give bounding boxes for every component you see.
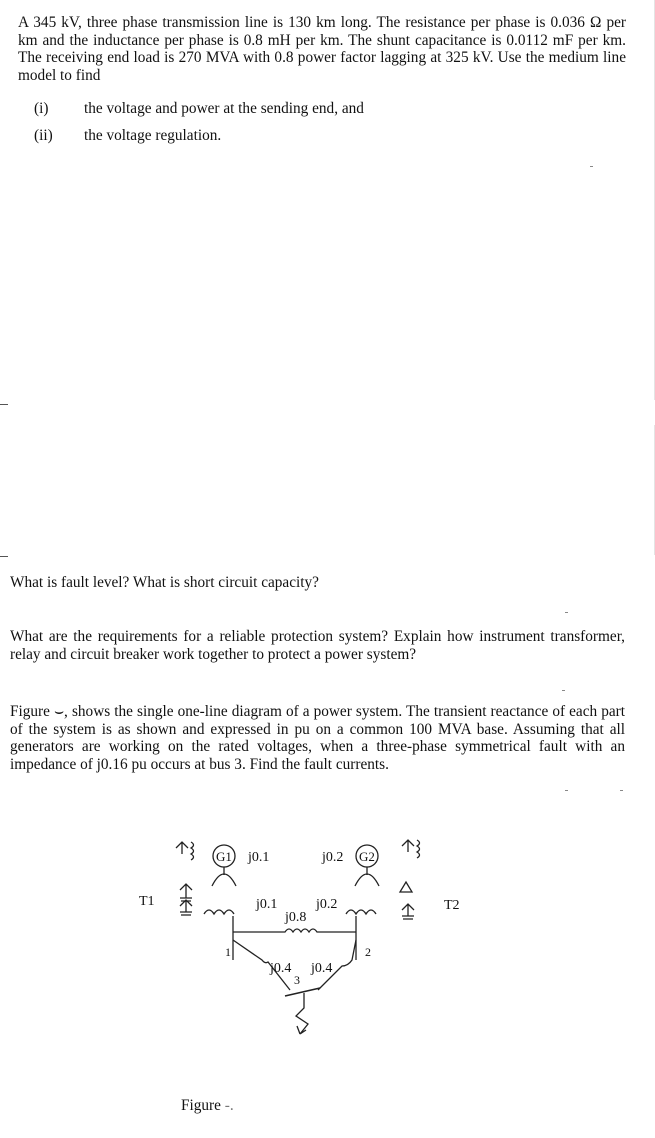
question-1-text: A 345 kV, three phase transmission line is 130 km long. The resistance per phase is 0.036 Ω per km and the inductance per phase is 0.8 mH per km. The shunt capacitance is 0.0112 mF per km. The receiving end load is 270 MVA with 0.8 power factor lagging at 325 kV. Use the medium line model to find (18, 14, 626, 84)
page-edge-mark (0, 556, 8, 557)
one-line-diagram (0, 820, 655, 1120)
reactance-line-1-3: j0.4 (270, 961, 292, 976)
bus-label-1: 1 (225, 945, 231, 959)
line-1-2 (233, 929, 356, 932)
reactance-gen1: j0.1 (248, 850, 270, 865)
reactance-t1: j0.1 (256, 897, 278, 912)
item-text: the voltage and power at the sending end, and (84, 100, 364, 117)
question-1-item-ii (34, 127, 434, 147)
scan-speck (590, 166, 593, 167)
question-1-item-i (34, 100, 434, 120)
reactance-t2: j0.2 (316, 897, 338, 912)
reactance-line-2-3: j0.4 (311, 961, 333, 976)
scan-speck (565, 612, 568, 613)
question-3-text: What are the requirements for a reliable protection system? Explain how instrument transformer, relay and circuit breaker work together to protect a power system? (10, 628, 625, 663)
item-text: the voltage regulation. (84, 127, 222, 144)
ground-symbol-g1 (176, 842, 194, 860)
reactance-line-1-2: j0.8 (285, 910, 307, 925)
transformer-symbol-t2 (346, 882, 414, 919)
bus-label-3: 3 (294, 973, 300, 987)
scan-speck (565, 790, 568, 791)
generator-lead-g2 (355, 867, 379, 886)
item-number: (ii) (34, 127, 53, 144)
bus-3 (285, 988, 320, 996)
reactance-gen2: j0.2 (322, 850, 344, 865)
transformer-label-t1: T1 (139, 894, 155, 909)
page-edge-mark (0, 404, 8, 405)
transformer-label-t2: T2 (444, 898, 460, 913)
figure-caption (181, 1097, 234, 1115)
scan-speck (562, 690, 565, 691)
item-number: (i) (34, 100, 49, 117)
figure-caption-text: Figure (181, 1097, 221, 1114)
generator-g1 (213, 845, 235, 867)
question-4-text: Figure ⌣, shows the single one-line diagram of a power system. The transient reactance of each part of the system is as shown and expressed in pu on a common 100 MVA base. Assuming that all generators are working on the rated voltages, when a three-phase symmetrical fault with an impedance of j0.16 pu occurs at bus 3. Find the fault currents. (10, 703, 625, 773)
transformer-symbol-t1 (180, 884, 234, 915)
bus-label-2: 2 (365, 945, 371, 959)
figure-caption-mark: -. (224, 1097, 234, 1114)
ground-symbol-g2 (402, 840, 420, 858)
generator-g2 (356, 845, 378, 867)
generator-label-g1: G1 (216, 849, 232, 864)
question-2-text: What is fault level? What is short circuit capacity? (10, 574, 319, 591)
generator-label-g2: G2 (359, 849, 375, 864)
fault-arrow (296, 993, 308, 1034)
scan-speck (620, 790, 623, 791)
generator-lead-g1 (212, 867, 236, 886)
